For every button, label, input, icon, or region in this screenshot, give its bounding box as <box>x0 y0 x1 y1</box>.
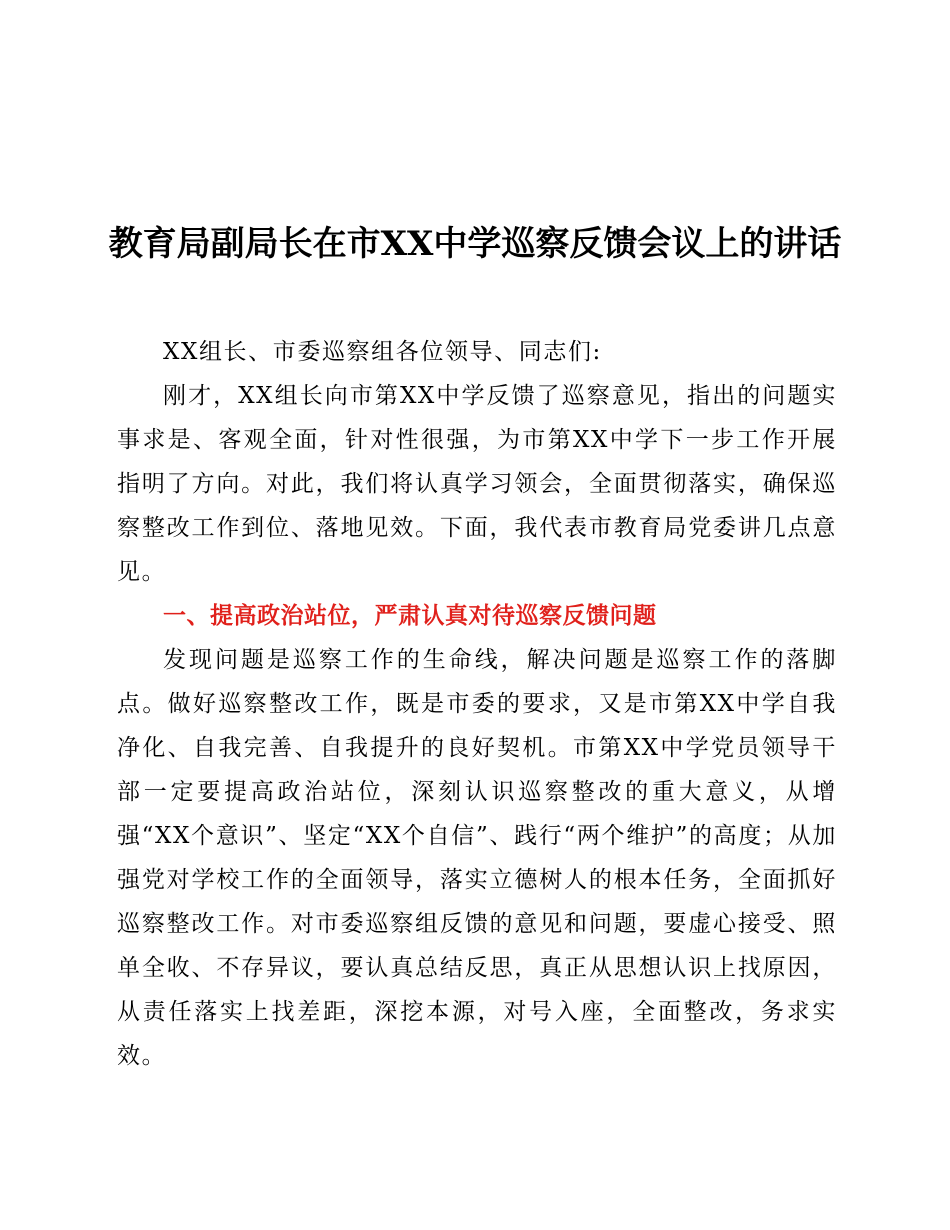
section-paragraph: 发现问题是巡察工作的生命线，解决问题是巡察工作的落脚点。做好巡察整改工作，既是市委的要求，又是市第XX中学自我净化、自我完善、自我提升的良好契机。市第XX中学党员领导干部一定要提高政治站位，深刻认识巡察整改的重大意义，从增强“XX个意识”、坚定“XX个自信”、践行“两个维护”的高度；从加强党对学校工作的全面领导，落实立德树人的根本任务，全面抓好巡察整改工作。对市委巡察组反馈的意见和问题，要虚心接受、照单全收、不存异议，要认真总结反思，真正从思想认识上找原因，从责任落实上找差距，深挖本源，对号入座，全面整改，务求实效。 <box>117 647 837 1069</box>
document-body <box>117 330 837 1078</box>
intro-paragraph: 刚才，XX组长向市第XX中学反馈了巡察意见，指出的问题实事求是、客观全面，针对性很强，为市第XX中学下一步工作开展指明了方向。对此，我们将认真学习领会，全面贯彻落实，确保巡察整改工作到位、落地见效。下面，我代表市教育局党委讲几点意见。 <box>117 383 837 585</box>
section-heading: 一、提高政治站位，严肃认真对待巡察反馈问题 <box>163 603 657 629</box>
document-title: 教育局副局长在市XX中学巡察反馈会议上的讲话 <box>108 224 842 264</box>
salutation: XX组长、市委巡察组各位领导、同志们: <box>163 339 602 365</box>
